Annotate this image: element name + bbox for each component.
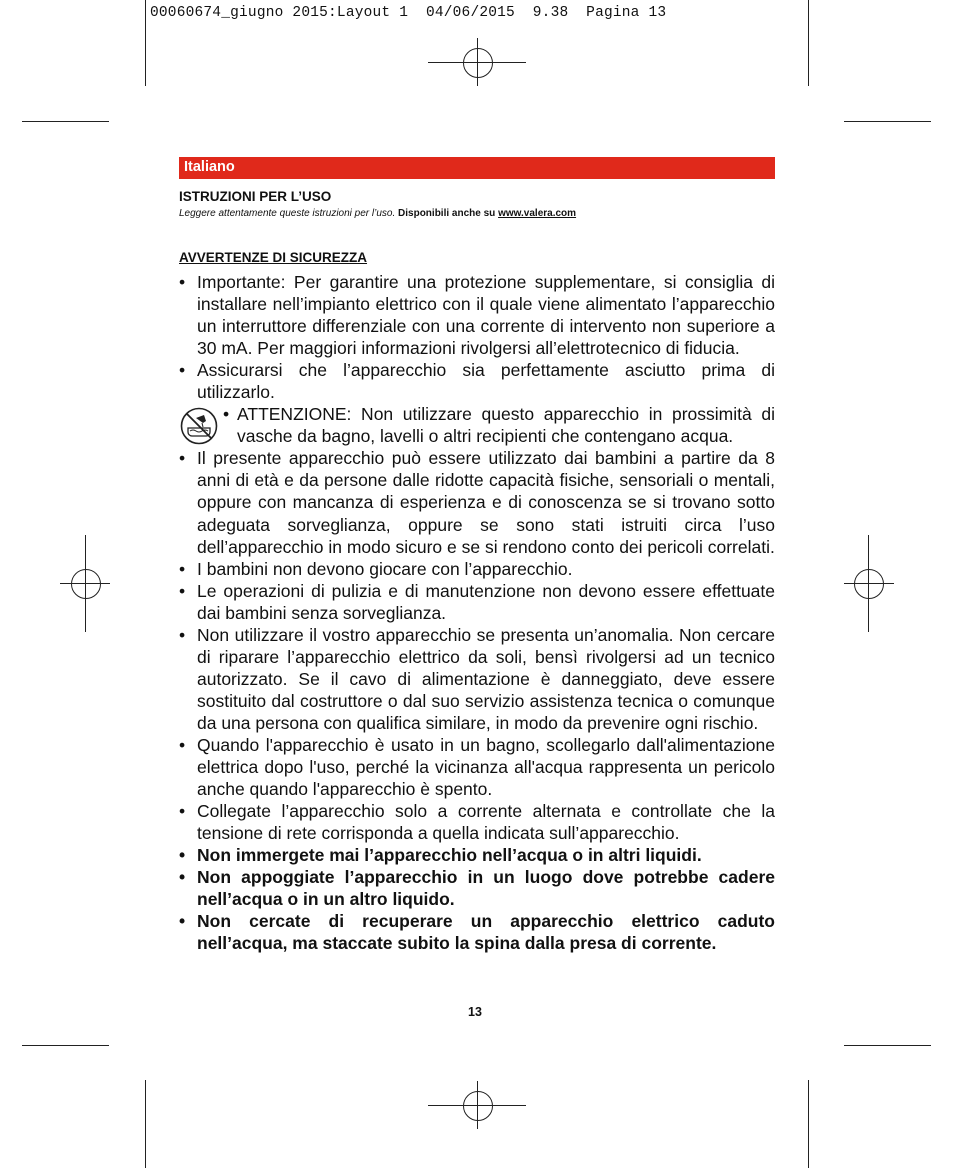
registration-mark-circle [463, 48, 493, 78]
crop-mark [145, 1080, 146, 1168]
item-text: Assicurarsi che l’apparecchio sia perfettamente asciutto prima di utilizzarlo. [197, 360, 775, 403]
crop-mark [22, 121, 109, 122]
bullet: • [179, 448, 186, 469]
no-bathtub-warning-icon [179, 406, 219, 446]
printer-slug: 00060674_giugno 2015:Layout 1 04/06/2015 9.38 Pagina 13 [150, 5, 667, 21]
list-item [179, 800, 775, 844]
item-text: Il presente apparecchio può essere utilizzato dai bambini a partire da 8 anni di età e da persone dalle ridotte capacità fisiche, sensoriali o mentali, oppure con mancanza di esperienza e di conoscenza se si trovano sotto adeguata sorveglianza, oppure se sono stati istruiti circa l’uso dell’apparecchio in modo sicuro e se si rendono conto dei pericoli correlati. [197, 448, 775, 557]
available-note: Disponibili anche su [398, 208, 496, 219]
bullet: • [179, 624, 186, 645]
bullet: • [179, 580, 186, 601]
language-label: Italiano [184, 159, 235, 175]
item-text: Quando l'apparecchio è usato in un bagno, scollegarlo dall'alimentazione elettrica dopo l'uso, perché la vicinanza all'acqua rappresenta un pericolo anche quando l'apparecchio è spento. [197, 734, 775, 800]
website-link[interactable]: www.valera.com [498, 208, 577, 219]
item-text: Non utilizzare il vostro apparecchio se presenta un’anomalia. Non cercare di riparare l’apparecchio elettrico da soli, bensì rivolgersi ad un tecnico autorizzato. Se il cavo di alimentazione è danneggiato, deve essere sostituito dal costruttore o dal suo servizio assistenza tecnica o comunque da una persona con qualifica similare, in modo da prevenire ogni rischio. [197, 624, 775, 733]
read-note: Leggere attentamente queste istruzioni per l’uso. [179, 208, 396, 219]
item-text: Le operazioni di pulizia e di manutenzione non devono essere effettuate dai bambini senza sorveglianza. [197, 580, 775, 623]
list-item-warning [179, 403, 775, 447]
crop-mark [844, 121, 931, 122]
crop-mark [22, 1045, 109, 1046]
item-text: Non immergete mai l’apparecchio nell’acqua o in altri liquidi. [197, 845, 702, 866]
item-text: ATTENZIONE: Non utilizzare questo apparecchio in prossimità di vasche da bagno, lavelli o altri recipienti che contengano acqua. [237, 404, 775, 447]
bullet: • [179, 911, 186, 932]
page-number: 13 [468, 1005, 482, 1019]
safety-title: AVVERTENZE DI SICUREZZA [179, 250, 368, 265]
bullet: • [179, 360, 186, 381]
language-bar [179, 157, 775, 179]
registration-mark-circle [463, 1091, 493, 1121]
item-text: Importante: Per garantire una protezione supplementare, si consiglia di installare nell’impianto elettrico con il quale viene alimentato l’apparecchio un interruttore differenziale con una corrente di intervento non superiore a 30 mA. Per maggiori informazioni rivolgersi all’elettrotecnico di fiducia. [197, 272, 775, 359]
bullet: • [179, 801, 186, 822]
bullet: • [223, 404, 230, 425]
instructions-title: ISTRUZIONI PER L’USO [179, 189, 332, 204]
item-text: Non appoggiate l’apparecchio in un luogo dove potrebbe cadere nell’acqua o in un altro liquido. [197, 867, 775, 910]
crop-mark [145, 0, 146, 86]
list-item-bold [179, 844, 775, 866]
list-item [179, 624, 775, 734]
crop-mark [808, 0, 809, 86]
bullet: • [179, 845, 186, 866]
list-item [179, 271, 775, 359]
registration-mark-circle [854, 569, 884, 599]
bullet: • [179, 272, 186, 292]
bullet: • [179, 558, 186, 579]
list-item [179, 580, 775, 624]
instructions-subtitle [179, 208, 576, 219]
list-item [179, 734, 775, 800]
registration-mark-circle [71, 569, 101, 599]
item-text: Collegate l’apparecchio solo a corrente alternata e controllate che la tensione di rete corrisponda a quella indicata sull’apparecchio. [197, 801, 775, 844]
crop-mark [808, 1080, 809, 1168]
crop-mark [844, 1045, 931, 1046]
list-item [179, 447, 775, 557]
list-item-bold [179, 866, 775, 910]
item-text: I bambini non devono giocare con l’apparecchio. [197, 558, 573, 579]
bullet: • [179, 734, 186, 755]
list-item-bold [179, 910, 775, 954]
list-item [179, 359, 775, 403]
bullet: • [179, 867, 186, 888]
list-item [179, 558, 775, 580]
item-text: Non cercate di recuperare un apparecchio elettrico caduto nell’acqua, ma staccate subito la spina dalla presa di corrente. [197, 911, 775, 954]
safety-list [179, 271, 775, 954]
